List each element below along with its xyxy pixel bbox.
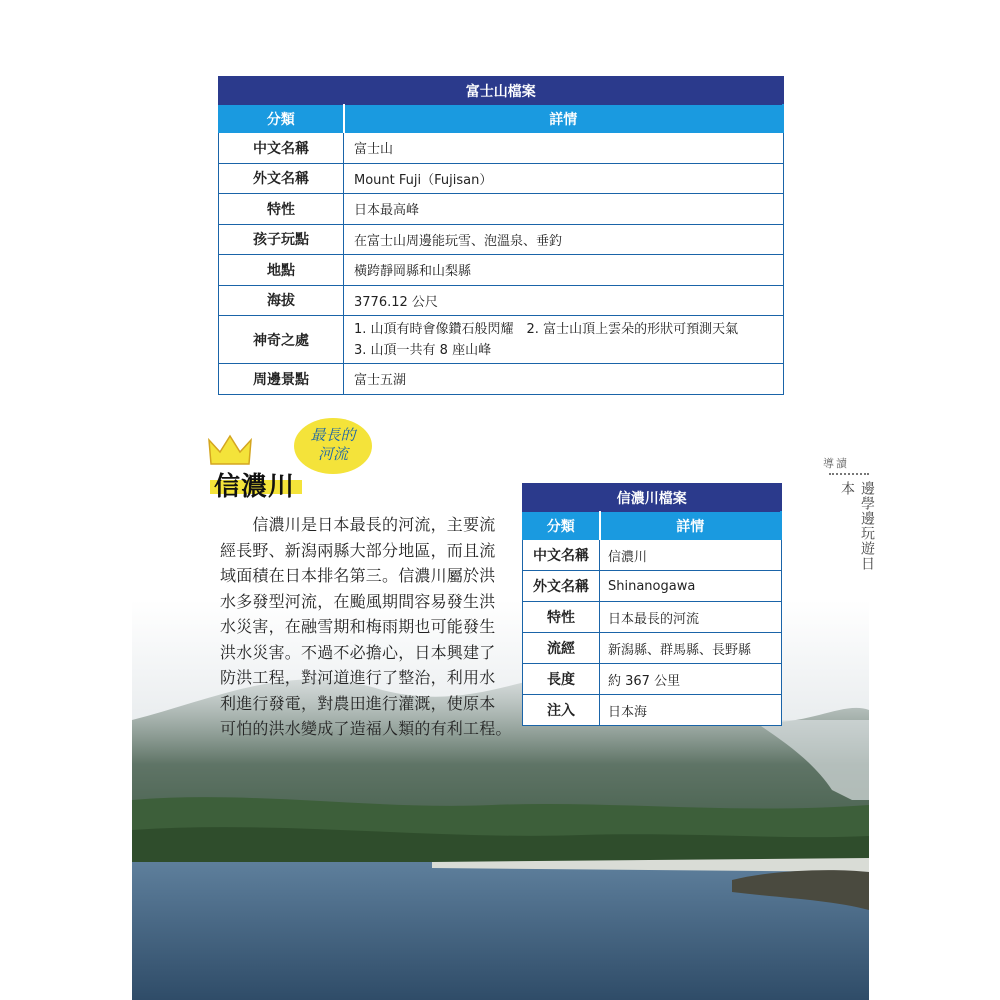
row-category: 流經 xyxy=(523,633,600,664)
fuji-table-title: 富士山檔案 xyxy=(219,77,784,105)
row-category: 中文名稱 xyxy=(219,133,344,164)
body-line: 經長野、新潟兩縣大部分地區，而且流 xyxy=(220,540,496,560)
table-row xyxy=(219,255,784,286)
body-line: 防洪工程，對河道進行了整治，利用水 xyxy=(220,668,496,687)
fuji-head-category: 分類 xyxy=(219,105,344,133)
table-row xyxy=(219,224,784,255)
table-row xyxy=(219,364,784,395)
bubble-text xyxy=(294,426,372,464)
body-line: 可怕的洪水變成了造福人類的有利工程。 xyxy=(220,719,512,738)
table-row xyxy=(219,163,784,194)
row-value: 信濃川 xyxy=(600,540,782,571)
row-category: 注入 xyxy=(523,695,600,726)
section-body-text xyxy=(220,512,512,742)
row-value: 約 367 公里 xyxy=(600,664,782,695)
section-title: 信濃川 xyxy=(214,472,296,502)
table-row xyxy=(219,194,784,225)
table-row xyxy=(523,571,782,602)
body-line: 水災害，在融雪期和梅雨期也可能發生 xyxy=(220,617,496,636)
row-value: 橫跨靜岡縣和山梨縣 xyxy=(344,255,784,286)
fuji-head-detail: 詳情 xyxy=(344,105,784,133)
longest-river-bubble xyxy=(294,418,372,474)
row-value: 日本最高峰 xyxy=(344,194,784,225)
shinano-table-title: 信濃川檔案 xyxy=(523,484,782,512)
shinano-head-detail: 詳情 xyxy=(600,512,782,540)
table-row xyxy=(219,133,784,164)
fuji-file-table xyxy=(218,76,784,395)
row-category: 海拔 xyxy=(219,285,344,316)
row-category: 孩子玩點 xyxy=(219,224,344,255)
side-tab-label: 導讀 xyxy=(823,457,849,470)
row-value: 日本海 xyxy=(600,695,782,726)
side-tab-book-title: 邊學邊玩遊日本 xyxy=(839,481,875,571)
row-value: 3776.12 公尺 xyxy=(344,285,784,316)
row-value: 新潟縣、群馬縣、長野縣 xyxy=(600,633,782,664)
row-value-line: 1. 山頂有時會像鑽石般閃耀 2. 富士山頂上雲朵的形狀可預測天氣 xyxy=(354,321,739,337)
row-value: 富士五湖 xyxy=(344,364,784,395)
book-page xyxy=(132,0,875,1000)
table-row xyxy=(523,602,782,633)
shinano-file-table xyxy=(522,483,782,726)
table-row xyxy=(523,695,782,726)
row-value xyxy=(344,316,784,364)
section-heading-group xyxy=(204,426,444,502)
bubble-line: 河流 xyxy=(317,445,348,463)
crown-icon xyxy=(208,434,252,468)
body-line: 域面積在日本排名第三。信濃川屬於洪 xyxy=(220,566,496,585)
row-category: 特性 xyxy=(523,602,600,633)
row-value: 富士山 xyxy=(344,133,784,164)
body-line: 水多發型河流，在颱風期間容易發生洪 xyxy=(220,591,496,611)
row-value: Mount Fuji（Fujisan） xyxy=(344,163,784,194)
table-row xyxy=(219,285,784,316)
row-category: 周邊景點 xyxy=(219,364,344,395)
row-value: 日本最長的河流 xyxy=(600,602,782,633)
row-category: 中文名稱 xyxy=(523,540,600,571)
shinano-head-category: 分類 xyxy=(523,512,600,540)
row-category: 長度 xyxy=(523,664,600,695)
bubble-line: 最長的 xyxy=(310,426,356,444)
row-category: 神奇之處 xyxy=(219,316,344,364)
row-category: 地點 xyxy=(219,255,344,286)
row-value-line: 3. 山頂一共有 8 座山峰 xyxy=(354,342,492,358)
row-value: Shinanogawa xyxy=(600,571,782,602)
row-category: 特性 xyxy=(219,194,344,225)
side-tab-divider xyxy=(829,473,869,475)
body-line: 洪水災害。不過不必擔心，日本興建了 xyxy=(220,642,496,662)
body-line: 信濃川是日本最長的河流，主要流 xyxy=(220,515,496,534)
body-line: 利進行發電，對農田進行灌溉，使原本 xyxy=(220,693,496,713)
row-category: 外文名稱 xyxy=(219,163,344,194)
table-row xyxy=(523,540,782,571)
table-row xyxy=(219,316,784,364)
row-value: 在富士山周邊能玩雪、泡溫泉、垂釣 xyxy=(344,224,784,255)
row-category: 外文名稱 xyxy=(523,571,600,602)
table-row xyxy=(523,664,782,695)
table-row xyxy=(523,633,782,664)
chapter-side-tab xyxy=(823,455,875,585)
